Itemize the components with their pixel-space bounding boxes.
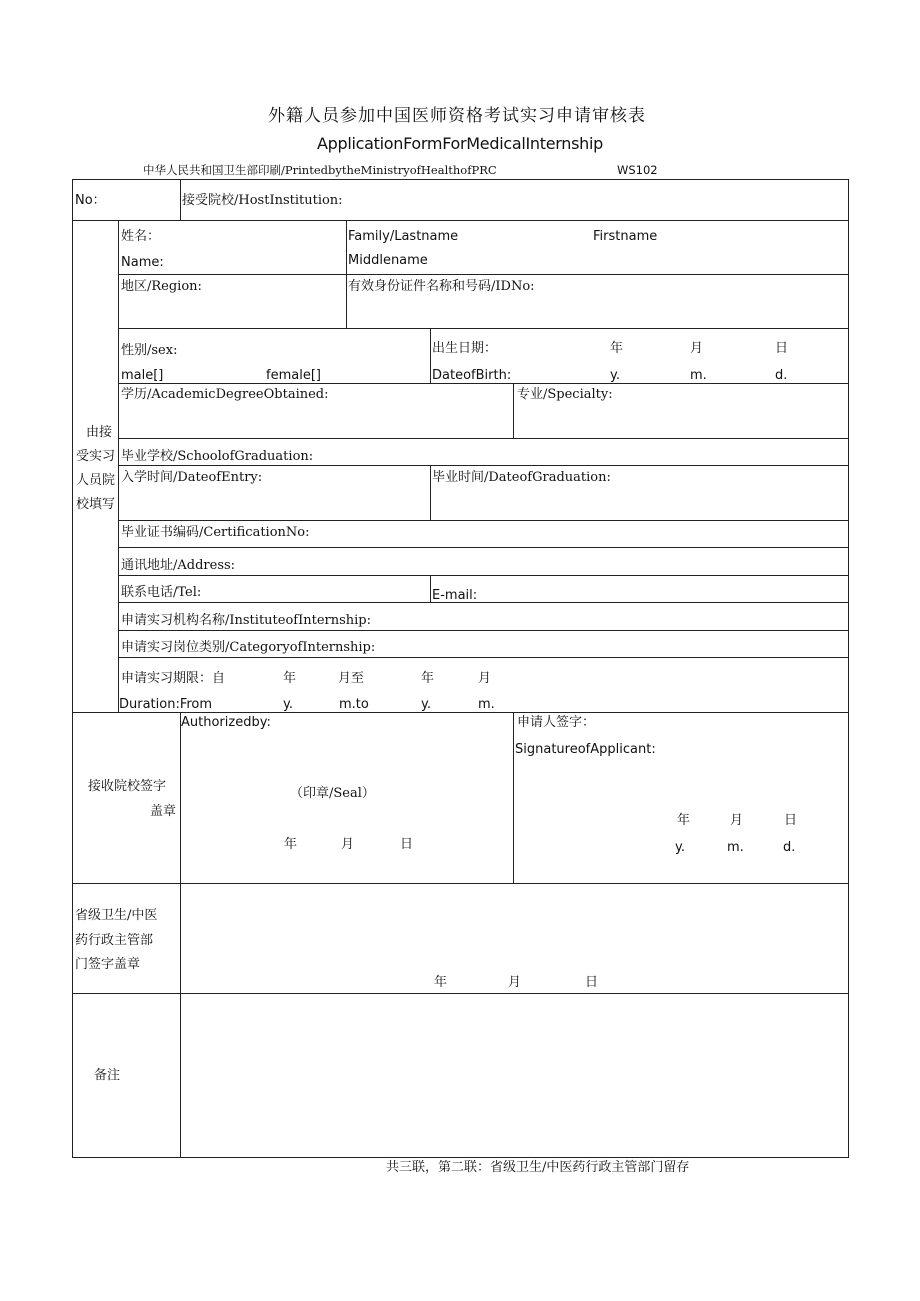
authorized-by-label: Authorizedby: bbox=[181, 715, 271, 730]
region-label: 地区/Region: bbox=[121, 279, 202, 294]
province-label-2: 药行政主管部 bbox=[75, 933, 154, 948]
school-label: 毕业学校/SchoolofGraduation: bbox=[121, 449, 314, 464]
footer-note: 共三联，第二联：省级卫生/中医药行政主管部门留存 bbox=[386, 1160, 690, 1175]
duration-label-en: Duration:From bbox=[119, 697, 213, 712]
school-day-cn: 日 bbox=[400, 837, 414, 852]
family-lastname-label: Family/Lastname bbox=[348, 229, 459, 244]
province-day-cn: 日 bbox=[585, 975, 599, 990]
school-month-cn: 月 bbox=[341, 837, 355, 852]
duration-month2-cn: 月 bbox=[478, 671, 492, 686]
applicant-day-cn: 日 bbox=[784, 813, 798, 828]
duration-year1-cn: 年 bbox=[283, 671, 297, 686]
title-en: ApplicationFormForMedicalInternship bbox=[317, 134, 603, 153]
name-label-cn: 姓名： bbox=[121, 229, 161, 244]
male-checkbox[interactable]: male[] bbox=[121, 368, 164, 383]
firstname-label: Firstname bbox=[593, 229, 658, 244]
certification-label: 毕业证书编码/CertificationNo: bbox=[121, 525, 310, 540]
applicant-month-cn: 月 bbox=[730, 813, 744, 828]
applicant-year-cn: 年 bbox=[677, 813, 691, 828]
form-code: WS102 bbox=[617, 163, 658, 177]
address-label: 通讯地址/Address: bbox=[121, 558, 236, 573]
applicant-signature-cn: 申请人签字： bbox=[517, 715, 596, 730]
host-institution-label: 接受院校/HostInstitution: bbox=[182, 193, 343, 208]
remarks-label: 备注 bbox=[94, 1068, 121, 1083]
birth-label-cn: 出生日期： bbox=[432, 341, 498, 356]
duration-y1: y. bbox=[283, 697, 293, 712]
entry-date-label: 入学时间/DateofEntry: bbox=[121, 470, 263, 485]
title-cn: 外籍人员参加中国医师资格考试实习申请审核表 bbox=[268, 106, 646, 126]
birth-label-en: DateofBirth: bbox=[432, 368, 512, 383]
side-label-4: 校填写 bbox=[76, 497, 116, 512]
birth-month-en: m. bbox=[690, 368, 707, 383]
name-label-en: Name: bbox=[121, 255, 164, 270]
province-label-3: 门签字盖章 bbox=[75, 957, 141, 972]
school-signature-label-2: 盖章 bbox=[150, 804, 177, 819]
birth-month-cn: 月 bbox=[690, 341, 704, 356]
middlename-label: Middlename bbox=[348, 253, 428, 268]
female-checkbox[interactable]: female[] bbox=[266, 368, 321, 383]
sex-label: 性别/sex: bbox=[121, 343, 178, 358]
birth-year-cn: 年 bbox=[610, 341, 624, 356]
applicant-day-en: d. bbox=[783, 840, 796, 855]
duration-y2: y. bbox=[421, 697, 431, 712]
graduation-date-label: 毕业时间/DateofGraduation: bbox=[432, 470, 611, 485]
side-label-1: 由接 bbox=[86, 425, 113, 440]
applicant-year-en: y. bbox=[675, 840, 685, 855]
degree-label: 学历/AcademicDegreeObtained: bbox=[121, 387, 329, 402]
seal-label: （印章/Seal） bbox=[290, 786, 375, 801]
category-label: 申请实习岗位类别/CategoryofInternship: bbox=[121, 640, 376, 655]
birth-year-en: y. bbox=[610, 368, 620, 383]
duration-label-cn: 申请实习期限：自 bbox=[121, 671, 226, 686]
duration-year2-cn: 年 bbox=[421, 671, 435, 686]
side-label-2: 受实习 bbox=[76, 449, 116, 464]
tel-label: 联系电话/Tel: bbox=[121, 585, 202, 600]
applicant-month-en: m. bbox=[727, 840, 744, 855]
email-label: E-mail: bbox=[432, 588, 478, 603]
duration-m2: m. bbox=[478, 697, 495, 712]
duration-month-to-cn: 月至 bbox=[338, 671, 365, 686]
applicant-signature-en: SignatureofApplicant: bbox=[515, 742, 656, 757]
duration-mto: m.to bbox=[339, 697, 369, 712]
birth-day-cn: 日 bbox=[775, 341, 789, 356]
no-label: No： bbox=[75, 193, 106, 208]
institute-label: 申请实习机构名称/InstituteofInternship: bbox=[121, 613, 372, 628]
specialty-label: 专业/Specialty: bbox=[517, 387, 613, 402]
province-year-cn: 年 bbox=[434, 975, 448, 990]
province-label-1: 省级卫生/中医 bbox=[75, 908, 158, 923]
birth-day-en: d. bbox=[775, 368, 788, 383]
id-no-label: 有效身份证件名称和号码/IDNo: bbox=[348, 279, 535, 294]
side-label-3: 人员院 bbox=[76, 473, 116, 488]
province-month-cn: 月 bbox=[508, 975, 522, 990]
school-signature-label-1: 接收院校签字 bbox=[88, 779, 167, 794]
printed-by: 中华人民共和国卫生部印刷/PrintedbytheMinistryofHealthofPRC bbox=[143, 163, 497, 177]
school-year-cn: 年 bbox=[284, 837, 298, 852]
